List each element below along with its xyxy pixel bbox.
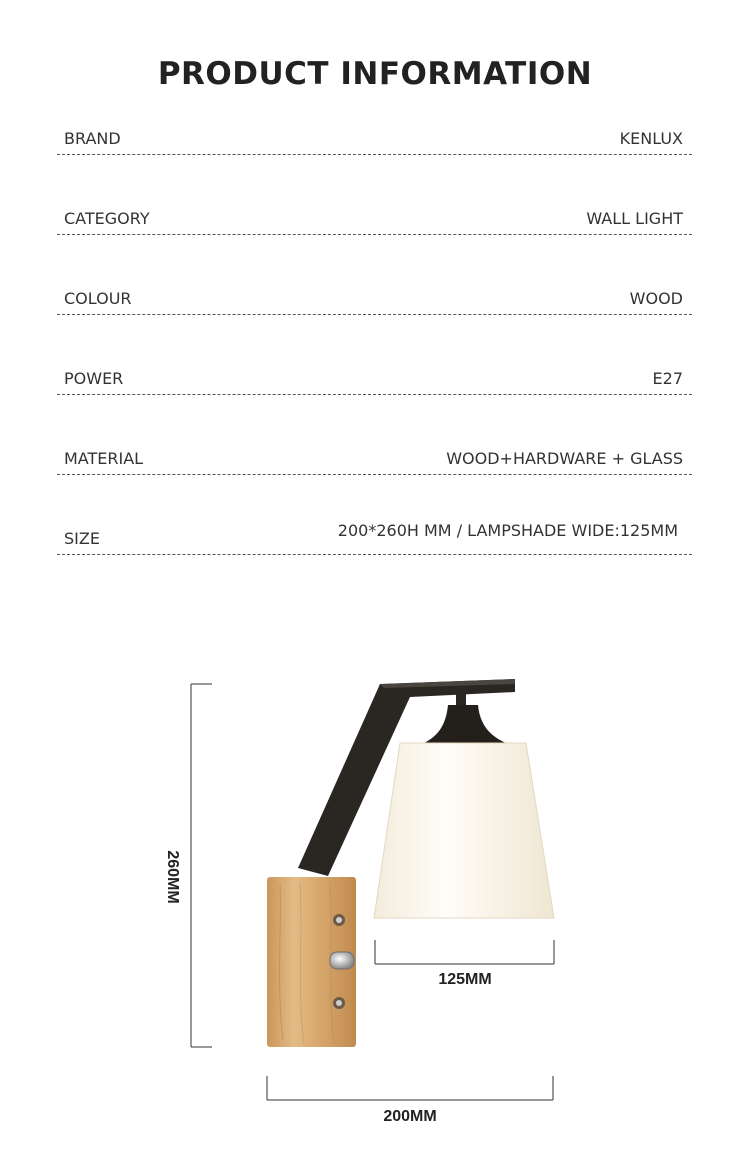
spec-label: POWER — [64, 369, 124, 388]
width-dimension-bracket — [267, 1076, 553, 1100]
height-dimension-label: 260MM — [164, 850, 181, 904]
spec-row-colour — [57, 284, 692, 315]
spec-label: MATERIAL — [64, 449, 144, 468]
spec-value: WALL LIGHT — [586, 209, 683, 228]
lamp-socket-cap — [424, 705, 506, 743]
spec-label: COLOUR — [64, 289, 132, 308]
spec-label: BRAND — [64, 129, 121, 148]
height-dimension-bracket — [191, 684, 212, 1047]
screw-icon — [336, 917, 342, 923]
spec-row-category — [57, 204, 692, 235]
spec-row-size — [57, 521, 692, 555]
width-dimension-label: 200MM — [383, 1108, 437, 1125]
page-title: PRODUCT INFORMATION — [157, 56, 593, 92]
lamp-glass-shade — [374, 743, 554, 918]
spec-row-material — [57, 444, 692, 475]
shade-width-dimension-bracket — [375, 940, 554, 964]
product-illustration — [0, 600, 750, 1166]
spec-value: E27 — [652, 369, 683, 388]
spec-label: CATEGORY — [64, 209, 150, 228]
spec-value: WOOD+HARDWARE + GLASS — [446, 449, 683, 468]
spec-label: SIZE — [64, 529, 100, 548]
screw-icon — [336, 1000, 342, 1006]
spec-row-power — [57, 364, 692, 395]
switch-knob-icon — [330, 952, 354, 969]
spec-row-brand — [57, 124, 692, 155]
spec-value: WOOD — [629, 289, 683, 308]
spec-value: 200*260H MM / LAMPSHADE WIDE:125MM — [337, 521, 678, 540]
shade-width-dimension-label: 125MM — [438, 971, 492, 988]
spec-value: KENLUX — [619, 129, 683, 148]
